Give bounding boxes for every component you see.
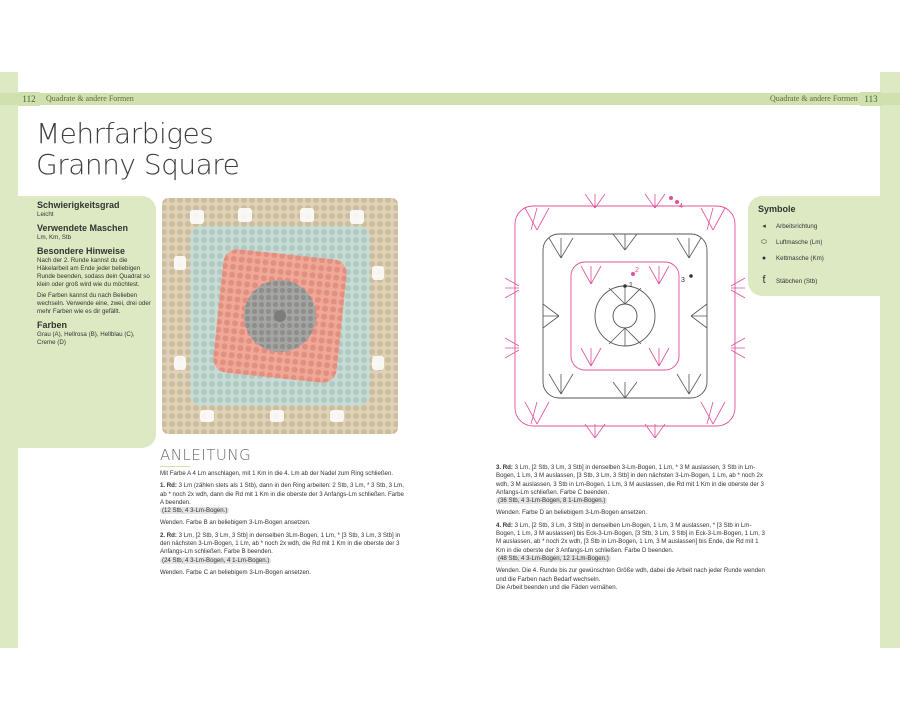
heading-divider [160, 466, 190, 467]
round-2 [160, 532, 408, 565]
turn-2: Wenden. Farbe C an beliebigem 3-Lm-Bogen ansetzen. [160, 568, 311, 576]
symbols-title: Symbole [758, 204, 796, 214]
right-page-edge [880, 72, 900, 648]
left-page-number: 112 [18, 92, 40, 106]
colors-label: Farben [37, 320, 68, 330]
symbol-row-direction [758, 222, 817, 231]
round-2-text: 3 Lm, [2 Stb, 3 Lm, 3 Stb] in denselben 3Lm-Bogen, 1 Lm, * [3 Stb, 3 Lm, 3 Stb] in den nächsten 3-Lm-Bogen, 1 Lm, ab * noch 2x wdh, die Rd mit 1 Km in die oberste der 3 Anfangs-Lm schließen. Farbe B beenden. [160, 531, 401, 556]
left-section-title: Quadrate & andere Formen [46, 94, 134, 103]
difficulty-value: Leicht [37, 211, 54, 218]
round-1-text: 3 Lm (zählen stets als 1 Stb), dann in den Ring arbeiten: 2 Stb, 3 Lm, * 3 Stb, 3 Lm, ab * noch 2x wdh, dann die Rd mit 1 Km in die oberste der 3 Anfangs-Lm schließen. Farbe A beenden. [160, 482, 404, 506]
symbol-label: Stäbchen (Stb) [776, 278, 818, 285]
round-1 [160, 482, 408, 515]
symbol-row-slipstitch [758, 254, 824, 263]
colors-value: Grau (A), Hellrosa (B), Hellblau (C), Creme (D) [37, 331, 135, 346]
right-page-number: 113 [860, 92, 882, 106]
notes-paragraph-1: Nach der 2. Runde kannst du die Häkelarbeit am Ende jeder beliebigen Runde beenden, sodass dein Quadrat so klein oder groß wird wie du möchtest. [37, 257, 150, 288]
notes-paragraph-2: Die Farben kannst du nach Belieben wechseln. Verwende eine, zwei, drei oder mehr Farben wie es dir gefällt. [37, 292, 151, 315]
crochet-chart-diagram [505, 188, 750, 438]
symbol-row-chain [758, 238, 822, 247]
round-1-label: 1. Rd: [160, 482, 177, 490]
difficulty-label: Schwierigkeitsgrad [37, 200, 120, 210]
round-2-label: 2. Rd: [160, 531, 177, 539]
title-line-2: Granny Square [36, 148, 240, 181]
round-3-count: (36 Stb, 4 3-Lm-Bogen, 8 1-Lm-Bogen.) [498, 497, 606, 505]
round-2-count: (24 Stb, 4 3-Lm-Bogen, 4 1-Lm-Bogen.) [162, 556, 270, 564]
notes-label: Besondere Hinweise [37, 246, 126, 256]
finish-1: Wenden. Die 4. Runde bis zur gewünschten Größe wdh, dabei die Arbeit nach jeder Runde wenden und die Farben nach Bedarf wechseln. [496, 567, 765, 583]
round-4-label: 4. Rd: [496, 521, 513, 529]
finish-2: Die Arbeit beenden und die Fäden vernähen. [496, 583, 618, 591]
granny-square-photo [160, 196, 400, 436]
symbol-row-double-crochet [758, 276, 817, 286]
intro-text: Mit Farbe A 4 Lm anschlagen, mit 1 Km in die 4. Lm ab der Nadel zum Ring schließen. [160, 470, 394, 477]
round-3-label: 3. Rd: [496, 464, 513, 471]
round-4 [496, 522, 766, 563]
turn-1: Wenden. Farbe B an beliebigem 3-Lm-Bogen ansetzen. [160, 519, 311, 527]
title-line-1: Mehrfarbiges [36, 117, 214, 150]
right-section-title: Quadrate & andere Formen [770, 94, 858, 103]
round-1-label: 1 [629, 282, 633, 289]
round-3 [496, 464, 766, 505]
round-2-label: 2 [635, 267, 639, 274]
instructions-heading: ANLEITUNG [160, 446, 252, 464]
round-4-text: 3 Lm, [2 Stb, 3 Lm, 3 Stb] in denselben Lm-Bogen, 1 Lm, 3 M auslassen, * [3 Stb in Lm-Bogen, 1 Lm, 3 M auslassen] bis Eck-3-Lm-Bogen, [3 Stb, 3 Lm, 3 Stb] in Eck-3-Lm-Bogen, 1 Lm, 3 M auslassen, ab * noch 2x wdh, [3 Stb in Lm-Bogen, 1 Lm, 3 M auslassen] bis Ende, die Rd mit 1 Km in die oberste der 3 Anfangs-Lm schließen. Farbe D beenden. [496, 521, 765, 554]
info-content [37, 200, 151, 347]
symbol-label: Luftmasche (Lm) [776, 239, 823, 246]
round-1-count: (12 Stb, 4 3-Lm-Bogen.) [162, 507, 228, 515]
arrow-icon: ◂ [762, 223, 766, 230]
round-3-text: 3 Lm, [2 Stb, 3 Lm, 3 Stb] in denselben 3-Lm-Bogen, 1 Lm, * 3 M auslassen, 3 Stb in Lm-Bogen, 1 Lm, 3 M auslassen, [3 Stb, 3 Lm, 3 Stb] in den nächsten 3-Lm-Bogen, 1 Lm, ab * noch 2x wdh, 3 M auslassen, 3 Stb in Lm-Bogen, 1 Lm, 3 M auslassen, die Rd mit 1 Km in die oberste der 3 Anfangs-Lm schließen. Farbe C beenden. [496, 464, 764, 496]
doublecrochet-icon: ƭ [762, 274, 766, 286]
page-title [36, 118, 239, 180]
round-4-count: (48 Stb, 4 3-Lm-Bogen, 12 1-Lm-Bogen.) [498, 554, 609, 562]
symbol-label: Kettmasche (Km) [776, 255, 824, 262]
stitches-label: Verwendete Maschen [37, 223, 129, 233]
round-4-label: 4 [679, 203, 683, 210]
instructions-column-left [160, 470, 408, 581]
instructions-column-right [496, 464, 766, 596]
symbol-label: Arbeitsrichtung [776, 223, 818, 230]
slipstitch-icon: ● [761, 255, 767, 262]
stitches-value: Lm, Km, Stb [37, 234, 72, 241]
chain-icon: ⬭ [761, 239, 767, 246]
turn-3: Wenden. Farbe D an beliebigem 3-Lm-Bogen ansetzen. [496, 509, 647, 517]
round-3-label: 3 [681, 277, 685, 284]
